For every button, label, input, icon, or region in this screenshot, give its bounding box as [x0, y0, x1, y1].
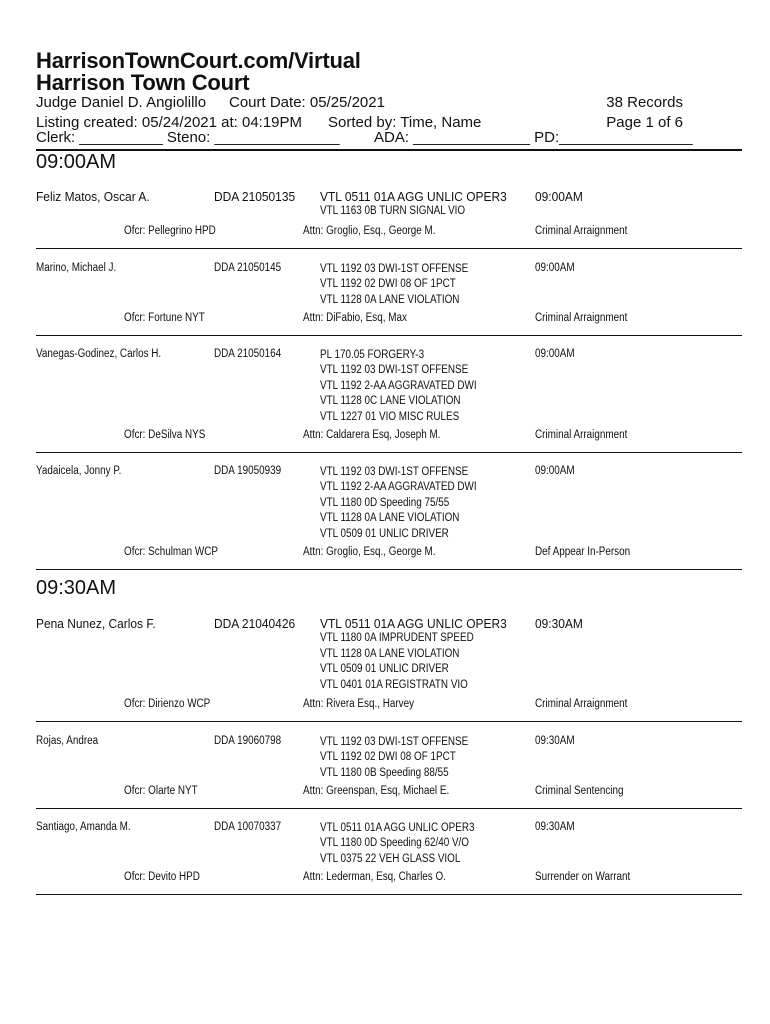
case-status: Def Appear In-Person: [535, 546, 631, 558]
charge: VTL 1192 02 DWI 08 OF 1PCT: [320, 751, 456, 764]
charge: VTL 1192 2-AA AGGRAVATED DWI: [320, 481, 477, 494]
case-time: 09:30AM: [535, 821, 575, 833]
header-rule: [36, 149, 742, 151]
defendant-name: Feliz Matos, Oscar A.: [36, 189, 150, 204]
docket-number: DDA 21050164: [214, 348, 282, 360]
charge: VTL 0401 01A REGISTRATN VIO: [320, 678, 468, 691]
charges-list: [320, 735, 492, 781]
record-count: 38 Records: [606, 94, 683, 111]
defendant-name: Santiago, Amanda M.: [36, 821, 131, 833]
case-status: Criminal Arraignment: [535, 429, 628, 441]
charges-list: [320, 262, 492, 308]
charge: VTL 1128 0C LANE VIOLATION: [320, 395, 461, 408]
time-slot-heading: 09:00AM: [36, 151, 117, 173]
charge: VTL 1128 0A LANE VIOLATION: [320, 512, 460, 525]
case-status: Surrender on Warrant: [535, 871, 631, 883]
case-status: Criminal Arraignment: [535, 312, 628, 324]
case-status: Criminal Arraignment: [535, 225, 628, 237]
attorney: Attn: Rivera Esq., Harvey: [303, 698, 415, 710]
court-title: Harrison Town Court: [36, 70, 250, 95]
charge: VTL 1180 0B Speeding 88/55: [320, 766, 449, 779]
charge: VTL 1192 03 DWI-1ST OFFENSE: [320, 736, 469, 748]
case-status: Criminal Arraignment: [535, 698, 628, 710]
charges-list: [320, 189, 523, 220]
officer: Ofcr: Devito HPD: [124, 871, 200, 883]
court-date: Court Date: 05/25/2021: [229, 94, 385, 111]
defendant-name: Vanegas-Godinez, Carlos H.: [36, 348, 162, 360]
case-time: 09:30AM: [535, 735, 575, 747]
charge: VTL 1180 0D Speeding 75/55: [320, 496, 450, 509]
charge: VTL 0509 01 UNLIC DRIVER: [320, 527, 449, 540]
attorney: Attn: Groglio, Esq., George M.: [303, 225, 436, 237]
charge: VTL 1128 0A LANE VIOLATION: [320, 293, 460, 306]
charges-list: [320, 821, 500, 867]
officer: Ofcr: Schulman WCP: [124, 546, 218, 558]
case-divider: [36, 452, 742, 453]
charges-list: [320, 616, 523, 693]
docket-number: DDA 10070337: [214, 821, 282, 833]
case-divider: [36, 808, 742, 809]
charge: VTL 1163 0B TURN SIGNAL VIO: [320, 205, 466, 218]
case-status: Criminal Sentencing: [535, 785, 624, 797]
charge: VTL 1180 0D Speeding 62/40 V/O: [320, 837, 470, 850]
charge: VTL 1192 03 DWI-1ST OFFENSE: [320, 364, 469, 377]
page-number: Page 1 of 6: [606, 114, 683, 131]
attorney: Attn: Greenspan, Esq, Michael E.: [303, 785, 450, 797]
charges-list: [320, 348, 502, 425]
site-title: HarrisonTownCourt.com/Virtual: [36, 48, 361, 73]
charge: VTL 0511 01A AGG UNLIC OPER3: [320, 822, 475, 834]
officer: Ofcr: DeSilva NYS: [124, 429, 206, 441]
case-time: 09:00AM: [535, 465, 575, 477]
charge: VTL 0509 01 UNLIC DRIVER: [320, 663, 449, 676]
listing-created: Listing created: 05/24/2021 at: 04:19PM: [36, 114, 303, 131]
docket-number: DDA 21050135: [214, 189, 296, 204]
charge: VTL 1192 03 DWI-1ST OFFENSE: [320, 263, 469, 275]
docket-number: DDA 21040426: [214, 616, 296, 631]
judge: Judge Daniel D. Angiolillo: [36, 94, 207, 111]
case-divider: [36, 248, 742, 249]
officer: Ofcr: Pellegrino HPD: [124, 225, 216, 237]
case-time: 09:30AM: [535, 616, 583, 631]
docket-number: DDA 19050939: [214, 465, 282, 477]
defendant-name: Yadaicela, Jonny P.: [36, 465, 122, 477]
defendant-name: Rojas, Andrea: [36, 735, 99, 747]
charge: VTL 1192 02 DWI 08 OF 1PCT: [320, 278, 456, 291]
attorney: Attn: Groglio, Esq., George M.: [303, 546, 436, 558]
officer: Ofcr: Fortune NYT: [124, 312, 205, 324]
clerk-steno: Clerk: __________ Steno: _______________: [36, 129, 340, 146]
attorney: Attn: DiFabio, Esq, Max: [303, 312, 407, 324]
charge: PL 170.05 FORGERY-3: [320, 349, 425, 361]
charge: VTL 0375 22 VEH GLASS VIOL: [320, 852, 461, 865]
charge: VTL 1227 01 VIO MISC RULES: [320, 410, 460, 423]
charge: VTL 1128 0A LANE VIOLATION: [320, 647, 460, 660]
officer: Ofcr: Dirienzo WCP: [124, 698, 211, 710]
sorted-by: Sorted by: Time, Name: [328, 114, 482, 131]
attorney: Attn: Lederman, Esq, Charles O.: [303, 871, 446, 883]
case-divider: [36, 894, 742, 895]
time-slot-heading: 09:30AM: [36, 577, 117, 599]
charge: VTL 0511 01A AGG UNLIC OPER3: [320, 189, 507, 204]
defendant-name: Marino, Michael J.: [36, 262, 117, 274]
docket-number: DDA 21050145: [214, 262, 282, 274]
attorney: Attn: Caldarera Esq, Joseph M.: [303, 429, 441, 441]
case-divider: [36, 569, 742, 570]
case-time: 09:00AM: [535, 189, 583, 204]
charge: VTL 1192 2-AA AGGRAVATED DWI: [320, 379, 477, 392]
officer: Ofcr: Olarte NYT: [124, 785, 198, 797]
charge: VTL 0511 01A AGG UNLIC OPER3: [320, 616, 507, 631]
ada-pd: ADA: ______________ PD:________________: [374, 129, 693, 146]
case-divider: [36, 721, 742, 722]
charges-list: [320, 465, 502, 542]
defendant-name: Pena Nunez, Carlos F.: [36, 616, 156, 631]
case-divider: [36, 335, 742, 336]
case-time: 09:00AM: [535, 348, 575, 360]
docket-number: DDA 19060798: [214, 735, 282, 747]
case-time: 09:00AM: [535, 262, 575, 274]
charge: VTL 1180 0A IMPRUDENT SPEED: [320, 632, 474, 645]
charge: VTL 1192 03 DWI-1ST OFFENSE: [320, 466, 469, 478]
